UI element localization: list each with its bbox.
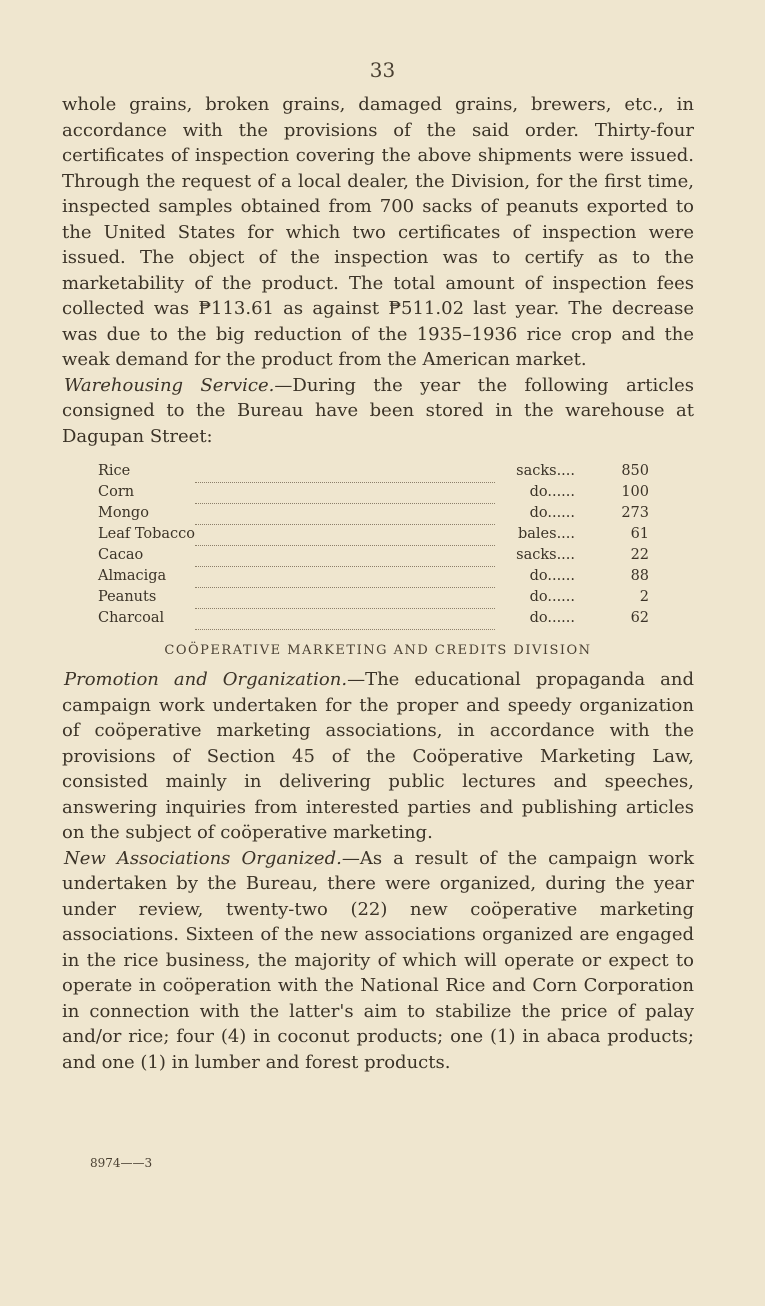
leader-dots bbox=[195, 608, 495, 629]
table-row bbox=[98, 587, 649, 608]
item-name: Charcoal bbox=[98, 610, 165, 626]
table-row bbox=[98, 608, 649, 629]
promotion-heading: Promotion and Organization. bbox=[64, 669, 348, 690]
item-quantity: 88 bbox=[630, 568, 650, 584]
paragraph-new-associations bbox=[62, 846, 694, 1076]
item-unit: do...... bbox=[529, 568, 576, 584]
leader-dots bbox=[195, 482, 495, 503]
new-associations-heading: New Associations Organized. bbox=[64, 847, 342, 869]
table-row bbox=[98, 524, 649, 545]
item-unit: do...... bbox=[529, 610, 576, 626]
item-unit: bales.... bbox=[517, 526, 576, 542]
table-row bbox=[98, 503, 649, 524]
printer-signature: 8974——3 bbox=[90, 1156, 153, 1170]
item-name: Rice bbox=[98, 463, 131, 479]
page-body bbox=[62, 92, 694, 1075]
leader-dots bbox=[195, 503, 495, 524]
table-row bbox=[98, 545, 649, 566]
item-unit: do...... bbox=[529, 484, 576, 500]
item-unit: sacks.... bbox=[516, 547, 576, 563]
item-unit: do...... bbox=[529, 505, 576, 521]
item-unit: do...... bbox=[529, 589, 576, 605]
new-associations-text: —As a result of the campaign work undertaken by the Bureau, there were organized, during the year under review, twenty-two (22) new coöperative marketing associations. Sixteen of the new associations organized are engaged in the rice business, the majority of which will operate or expect to operate in coöperation with the National Rice and Corn Corporation in connection with the latter's aim to stabilize the price of palay and/or rice; four (4) in coconut products; one (1) in abaca products; and one (1) in lumber and forest products. bbox=[62, 847, 694, 1073]
promotion-text: —The educational propaganda and campaign work undertaken for the proper and speedy organization of coöperative marketing associations, in accordance with the provisions of Section 45 of the Coöperative Marketing Law, consisted mainly in delivering public lectures and speeches, answering inquiries from interested parties and publishing articles on the subject of coöperative marketing. bbox=[62, 669, 694, 843]
leader-dots bbox=[195, 461, 495, 482]
table-row bbox=[98, 482, 649, 503]
leader-dots bbox=[195, 545, 495, 566]
item-name: Cacao bbox=[98, 547, 144, 563]
item-quantity: 61 bbox=[630, 526, 650, 542]
item-name: Peanuts bbox=[98, 589, 157, 605]
item-quantity: 273 bbox=[621, 505, 650, 521]
item-quantity: 22 bbox=[630, 547, 650, 563]
item-quantity: 62 bbox=[630, 610, 650, 626]
paragraph-promotion bbox=[62, 667, 694, 846]
item-unit: sacks.... bbox=[516, 463, 576, 479]
item-name: Almaciga bbox=[98, 568, 167, 584]
table-row bbox=[98, 566, 649, 587]
leader-dots bbox=[195, 566, 495, 587]
item-quantity: 850 bbox=[621, 463, 650, 479]
leader-dots bbox=[195, 587, 495, 608]
table-row bbox=[98, 461, 649, 482]
item-quantity: 100 bbox=[621, 484, 650, 500]
page-number: 33 bbox=[369, 58, 396, 82]
item-quantity: 2 bbox=[639, 589, 650, 605]
item-name: Corn bbox=[98, 484, 135, 500]
warehouse-inventory-table bbox=[98, 461, 649, 630]
warehousing-text: —During the year the following articles consigned to the Bureau have been stored in the warehouse at Dagupan Street: bbox=[62, 374, 694, 447]
item-name: Leaf Tobacco bbox=[98, 526, 196, 542]
paragraph-warehousing bbox=[62, 373, 694, 450]
paragraph-inspection: whole grains, broken grains, damaged grains, brewers, etc., in accordance with the provisions of the said order. Thirty-four certificates of inspection covering the above shipments were issued. Through the request of a local dealer, the Division, for the first time, inspected samples obtained from 700 sacks of peanuts exported to the United States for which two certificates of inspection were issued. The object of the inspection was to certify as to the marketability of the product. The total amount of inspection fees collected was ₱113.61 as against ₱511.02 last year. The decrease was due to the big reduction of the 1935–1936 rice crop and the weak demand for the product from the American market. bbox=[62, 94, 694, 370]
section-heading: COÖPERATIVE MARKETING AND CREDITS DIVISION bbox=[164, 642, 592, 658]
warehousing-heading: Warehousing Service. bbox=[64, 374, 275, 396]
leader-dots bbox=[195, 524, 495, 545]
item-name: Mongo bbox=[98, 505, 149, 521]
